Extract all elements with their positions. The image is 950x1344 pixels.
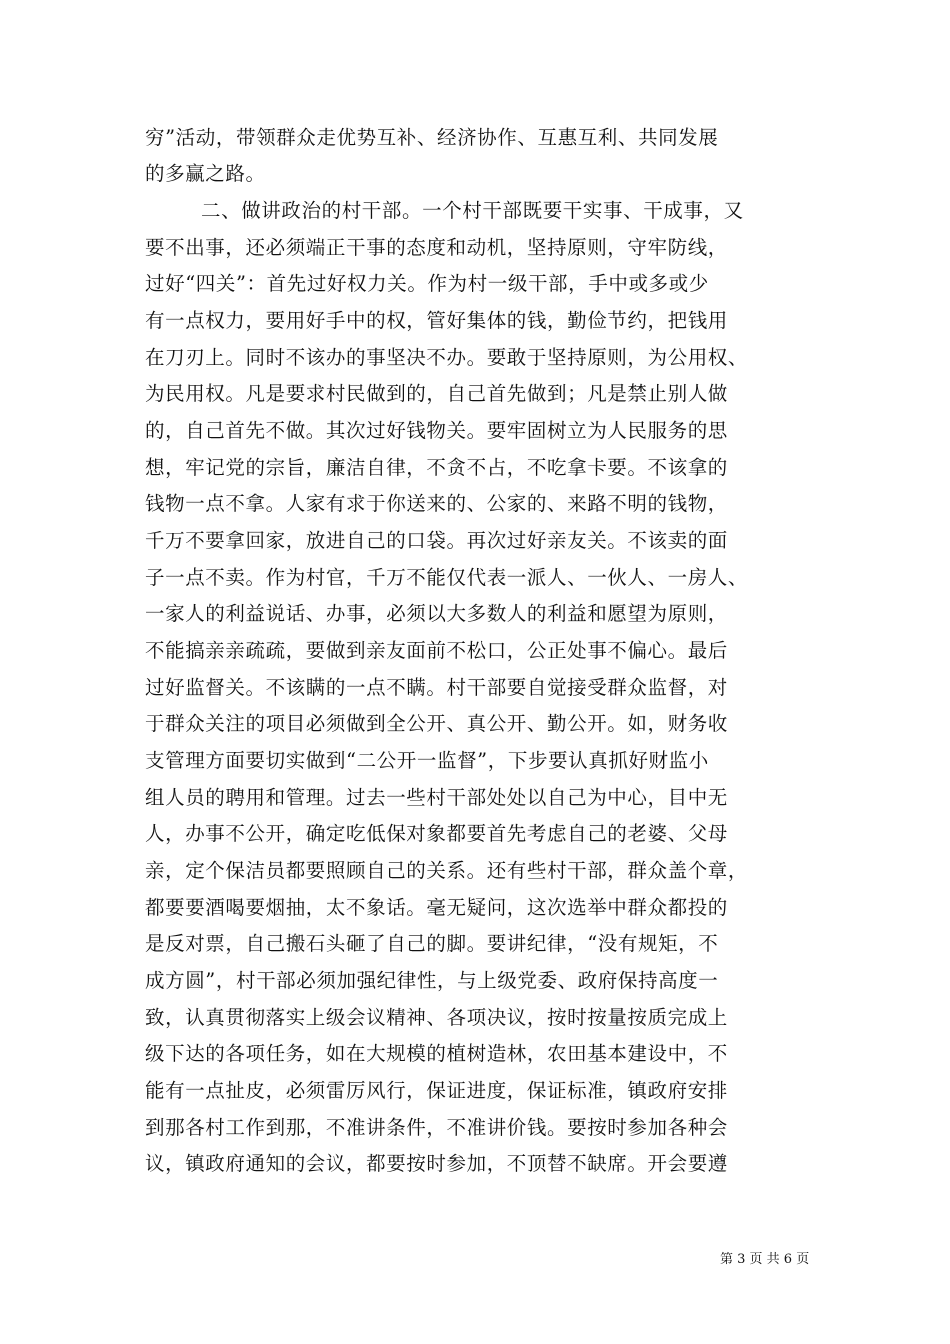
text-line: 的，自己首先不做。其次过好钱物关。要牢固树立为人民服务的思 [145,419,728,442]
text-line: 过好“四关”：首先过好权力关。作为村一级干部，手中或多或少 [145,272,709,295]
text-line: 能有一点扯皮，必须雷厉风行，保证进度，保证标准，镇政府安排 [145,1079,728,1102]
text-line: 人，办事不公开，确定吃低保对象都要首先考虑自己的老婆、父母 [145,822,728,845]
text-line: 的多赢之路。 [145,162,266,185]
text-line: 为民用权。凡是要求村民做到的，自己首先做到；凡是禁止别人做 [145,382,728,405]
text-line: 过好监督关。不该瞒的一点不瞒。村干部要自觉接受群众监督，对 [145,676,728,699]
text-line: 钱物一点不拿。人家有求于你送来的、公家的、来路不明的钱物， [145,492,728,515]
text-line: 到那各村工作到那，不准讲条件，不准讲价钱。要按时参加各种会 [145,1116,728,1139]
text-line: 有一点权力，要用好手中的权，管好集体的钱，勤俭节约，把钱用 [145,309,728,332]
text-line: 都要要酒喝要烟抽，太不象话。毫无疑问，这次选举中群众都投的 [145,896,728,919]
text-line: 亲，定个保洁员都要照顾自己的关系。还有些村干部，群众盖个章， [145,859,749,882]
text-line: 议，镇政府通知的会议，都要按时参加，不顶替不缺席。开会要遵 [145,1152,728,1175]
text-line: 想，牢记党的宗旨，廉洁自律，不贪不占，不吃拿卡要。不该拿的 [145,456,728,479]
text-line: 支管理方面要切实做到“二公开一监督”，下步要认真抓好财监小 [145,749,709,772]
text-line: 组人员的聘用和管理。过去一些村干部处处以自己为中心，目中无 [145,786,728,809]
text-line: 穷”活动，带领群众走优势互补、经济协作、互惠互利、共同发展 [145,126,719,149]
text-line: 在刀刃上。同时不该办的事坚决不办。要敢于坚持原则，为公用权、 [145,346,749,369]
text-line: 是反对票，自己搬石头砸了自己的脚。要讲纪律，“没有规矩，不 [145,932,719,955]
paragraph-first-line: 二、做讲政治的村干部。一个村干部既要干实事、干成事，又 [201,199,744,222]
text-line: 于群众关注的项目必须做到全公开、真公开、勤公开。如，财务收 [145,712,728,735]
text-line: 一家人的利益说话、办事，必须以大多数人的利益和愿望为原则， [145,602,728,625]
page-number: 第 3 页 共 6 页 [720,1252,810,1267]
text-line: 级下达的各项任务，如在大规模的植树造林，农田基本建设中，不 [145,1042,728,1065]
text-line: 致，认真贯彻落实上级会议精神、各项决议，按时按量按质完成上 [145,1006,728,1029]
text-line: 不能搞亲亲疏疏，要做到亲友面前不松口，公正处事不偏心。最后 [145,639,728,662]
text-line: 子一点不卖。作为村官，千万不能仅代表一派人、一伙人、一房人、 [145,566,749,589]
text-line: 成方圆”，村干部必须加强纪律性，与上级党委、政府保持高度一 [145,969,719,992]
text-line: 千万不要拿回家，放进自己的口袋。再次过好亲友关。不该卖的面 [145,529,728,552]
text-line: 要不出事，还必须端正干事的态度和动机，坚持原则，守牢防线， [145,236,728,259]
